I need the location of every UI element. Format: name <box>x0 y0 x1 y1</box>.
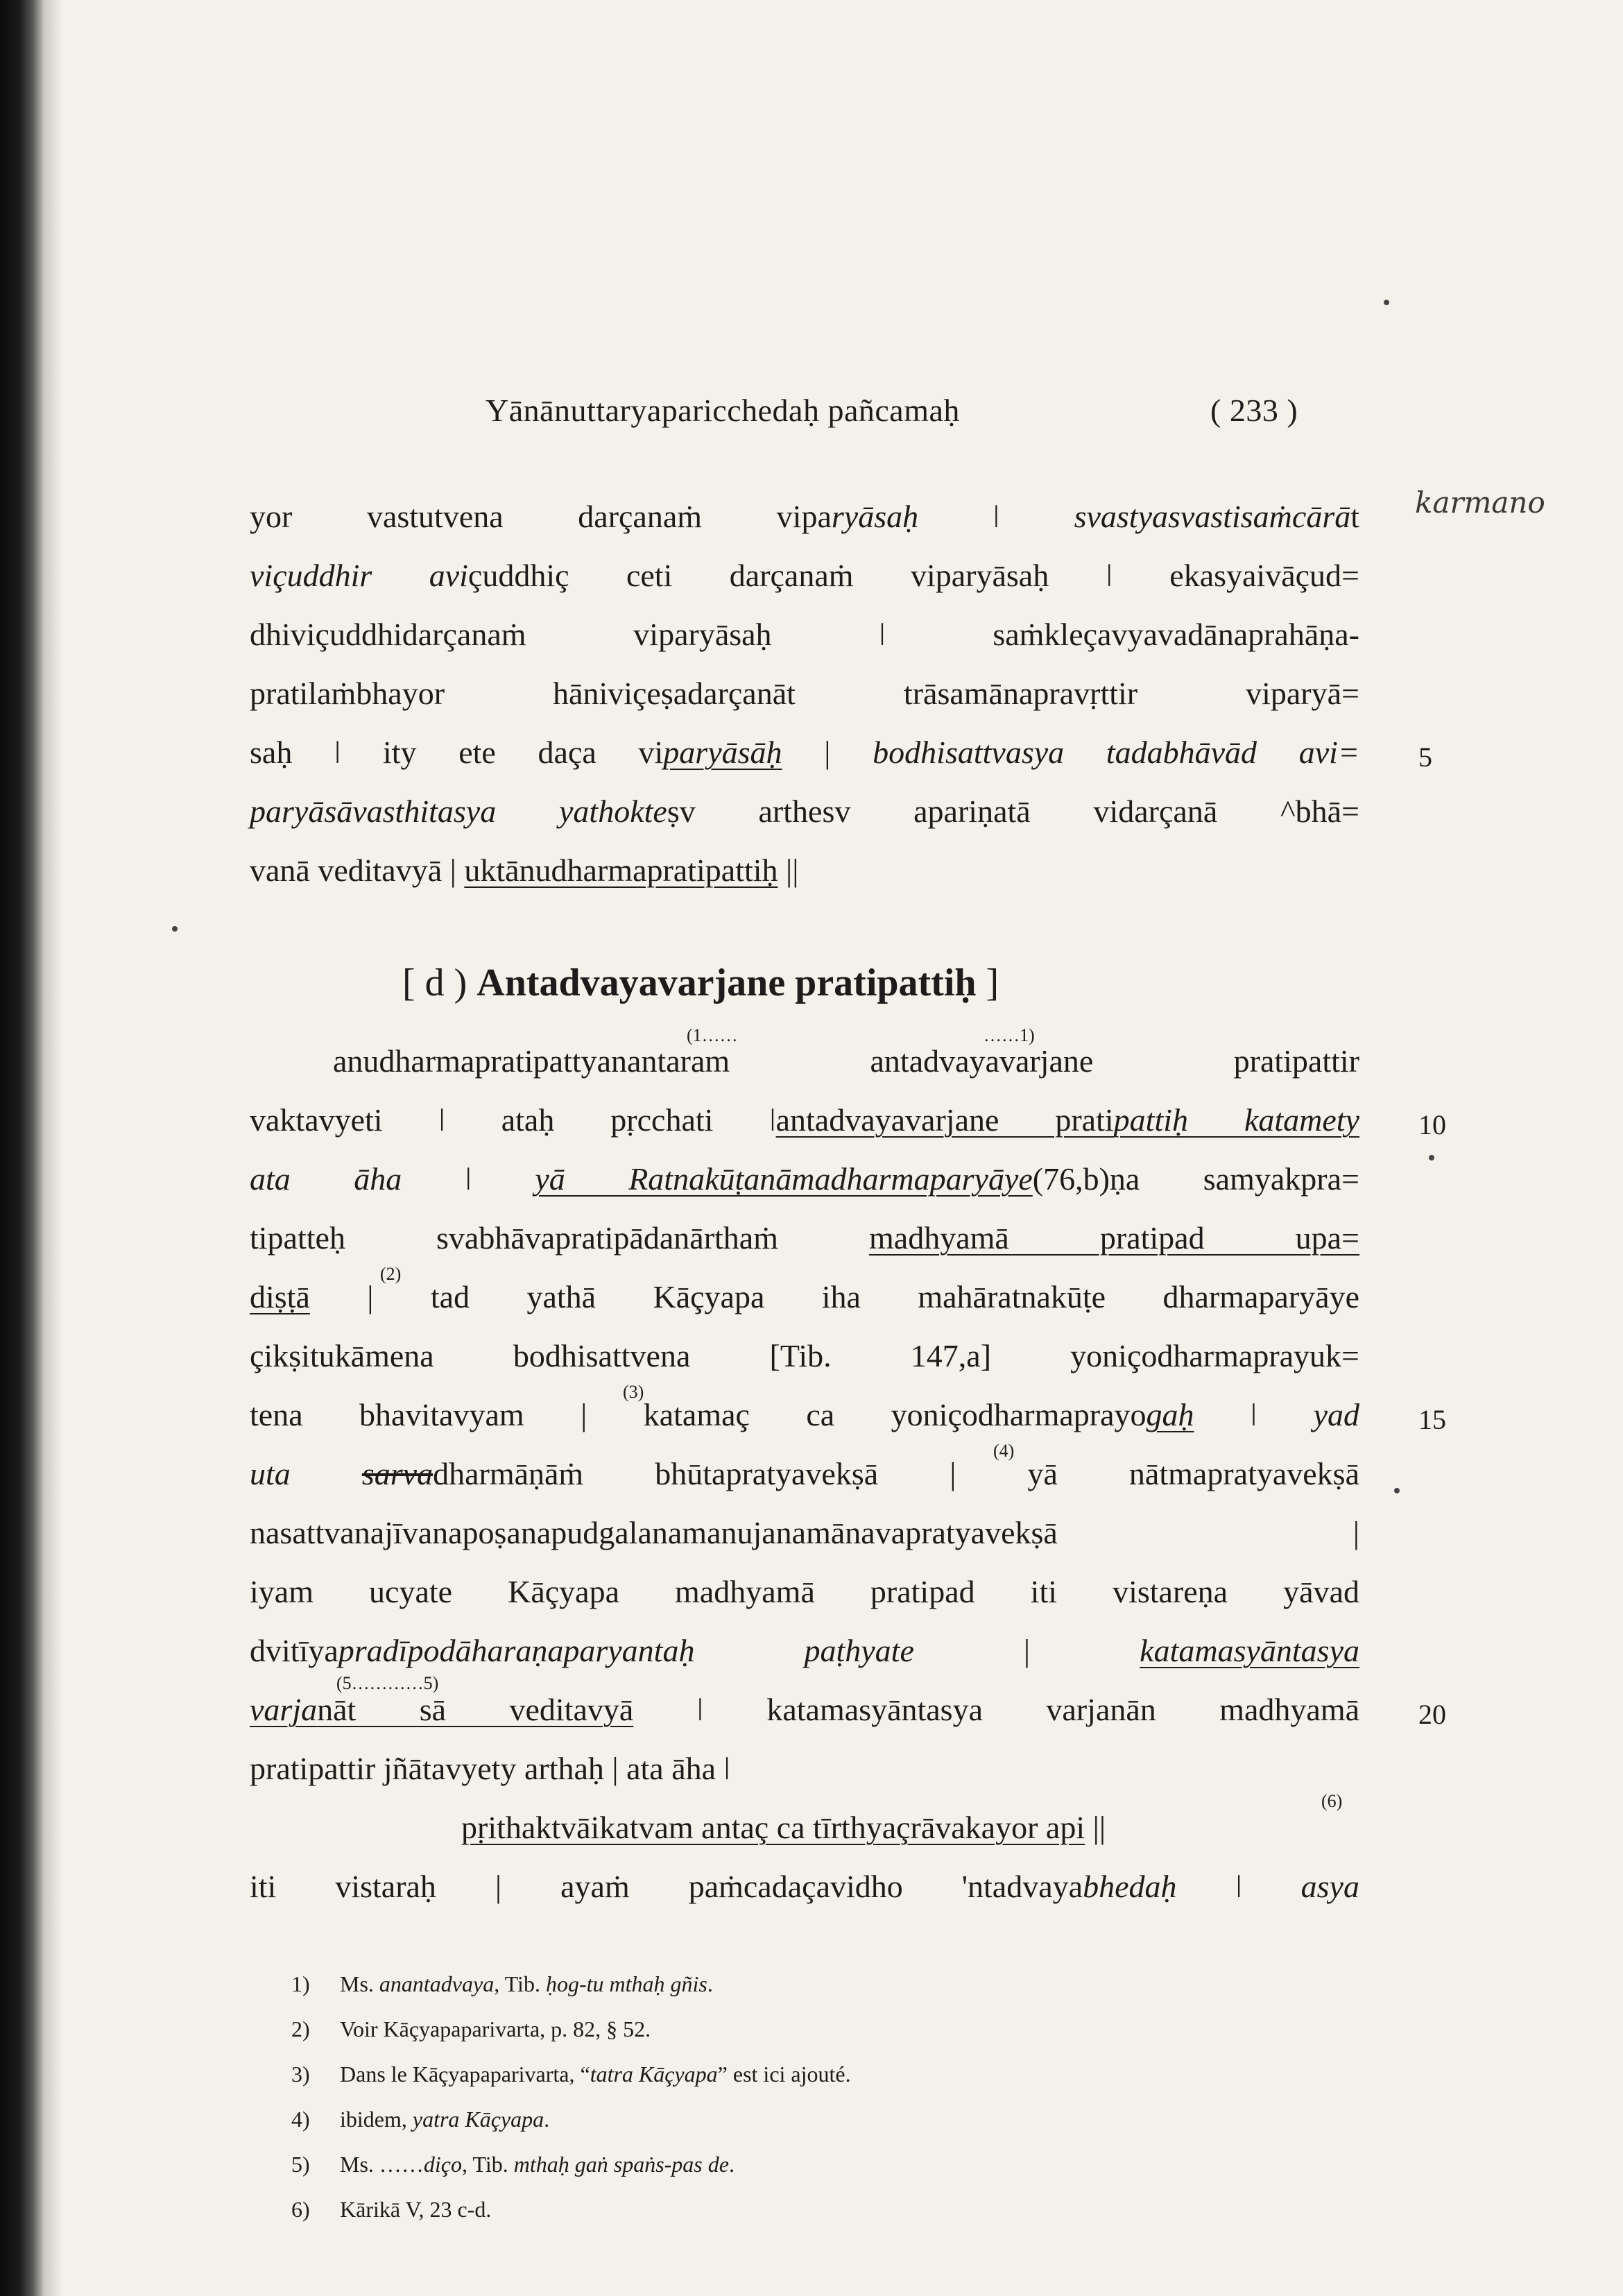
scan-speck <box>1394 1488 1400 1493</box>
body-line-5: saḥ ǀ ity ete daça viparyāsāḥ | bodhisattvasya tadabhāvād avi= <box>250 735 1360 770</box>
page-number: ( 233 ) <box>1210 393 1298 428</box>
scan-edge-shadow <box>43 0 62 2296</box>
line-number-15: 15 <box>1418 1404 1446 1435</box>
scan-speck <box>172 926 178 932</box>
body-line-7: vanā veditavyā | uktānudharmapratipattiḥ || <box>250 853 799 888</box>
body-line-17: iyam ucyate Kāçyapa madhyamā pratipad iti vistareṇa yāvad <box>250 1574 1359 1609</box>
body-line-1: yor vastutvena darçanaṁ viparyāsaḥ ǀ svastyasvastisaṁcārāt <box>250 499 1359 534</box>
body-line-18: dvitīyapradīpodāharaṇaparyantaḥ paṭhyate | katamasyāntasya <box>250 1633 1359 1668</box>
footnote-5: 5) Ms. ……diço, Tib. mthaḥ gaṅ spaṅs-pas de. <box>291 2152 735 2177</box>
note-marker-5: (5…………5) <box>336 1673 439 1693</box>
note-marker-4: (4) <box>993 1441 1015 1461</box>
footnote-1: 1) Ms. anantadvaya, Tib. ḥog-tu mthaḥ gñis. <box>291 1971 713 1996</box>
body-line-13: çikṣitukāmena bodhisattvena [Tib. 147,a] yoniçodharmaprayuk= <box>250 1338 1359 1373</box>
section-heading: [ d ) Antadvayavarjane pratipattiḥ ] <box>402 961 999 1004</box>
body-line-11: tipatteḥ svabhāvapratipādanārthaṁ madhyamā pratipad upa= <box>250 1220 1359 1256</box>
line-number-5: 5 <box>1418 742 1432 773</box>
body-line-20: pratipattir jñātavyety arthaḥ | ata āha ǀ <box>250 1751 730 1786</box>
footnote-4: 4) ibidem, yatra Kāçyapa. <box>291 2107 550 2132</box>
line-number-10: 10 <box>1418 1109 1446 1140</box>
body-line-10: ata āha ǀ yā Ratnakūṭanāmadharmaparyāye(76,b)ṇa samyakpra= <box>250 1161 1359 1197</box>
body-line-6: paryāsāvasthitasya yathokteṣv arthesv apariṇatā vidarçanā ^bhā= <box>250 794 1359 829</box>
body-line-22: iti vistaraḥ | ayaṁ paṁcadaçavidho 'ntadvayabhedaḥ ǀ asya <box>250 1869 1359 1904</box>
margin-handwritten-note: karmano <box>1415 486 1545 520</box>
footnote-6: 6) Kārikā V, 23 c-d. <box>291 2197 492 2222</box>
body-line-2: viçuddhir aviçuddhiç ceti darçanaṁ viparyāsaḥ ǀ ekasyaivāçud= <box>250 558 1359 593</box>
footnote-2: 2) Voir Kāçyapaparivarta, p. 82, § 52. <box>291 2016 651 2041</box>
footnote-3: 3) Dans le Kāçyapaparivarta, “tatra Kāçyapa” est ici ajouté. <box>291 2062 851 2087</box>
body-line-9: vaktavyeti ǀ ataḥ pṛcchati ǀantadvayavarjane pratipattiḥ katamety <box>250 1102 1360 1138</box>
scan-speck <box>1384 300 1389 305</box>
page-header-title: Yānānuttaryaparicchedaḥ pañcamaḥ <box>486 393 960 428</box>
scan-speck <box>1429 1155 1434 1160</box>
body-line-8: anudharmapratipattyanantaram antadvayavarjane pratipattir <box>333 1043 1359 1079</box>
body-line-12: diṣṭā | tad yathā Kāçyapa iha mahāratnakūṭe dharmaparyāye <box>250 1279 1359 1314</box>
body-line-19: varjanāt sā veditavyā ǀ katamasyāntasya varjanān madhyamā <box>250 1692 1360 1727</box>
body-line-3: dhiviçuddhidarçanaṁ viparyāsaḥ ǀ saṁkleçavyavadānaprahāṇa- <box>250 617 1359 652</box>
note-marker-1-close: ……1) <box>984 1025 1035 1045</box>
body-line-15: uta sarvadharmāṇāṁ bhūtapratyavekṣā | yā nātmapratyavekṣā <box>250 1456 1359 1491</box>
scan-page-edge <box>0 0 43 2296</box>
body-line-4: pratilaṁbhayor hāniviçeṣadarçanāt trāsamānapravṛttir viparyā= <box>250 676 1359 711</box>
verse-line-21: pṛithaktvāikatvam antaç ca tīrthyaçrāvakayor api || <box>461 1810 1106 1845</box>
note-marker-2: (2) <box>380 1264 402 1284</box>
note-marker-1-open: (1…… <box>687 1025 738 1045</box>
line-number-20: 20 <box>1418 1699 1446 1730</box>
note-marker-3: (3) <box>623 1382 644 1402</box>
body-line-14: tena bhavitavyam | katamaç ca yoniçodharmaprayogaḥ ǀ yad <box>250 1397 1359 1432</box>
body-line-16: nasattvanajīvanapoṣanapudgalanamanujanamānavapratyavekṣā | <box>250 1515 1359 1550</box>
note-marker-6: (6) <box>1321 1791 1343 1811</box>
